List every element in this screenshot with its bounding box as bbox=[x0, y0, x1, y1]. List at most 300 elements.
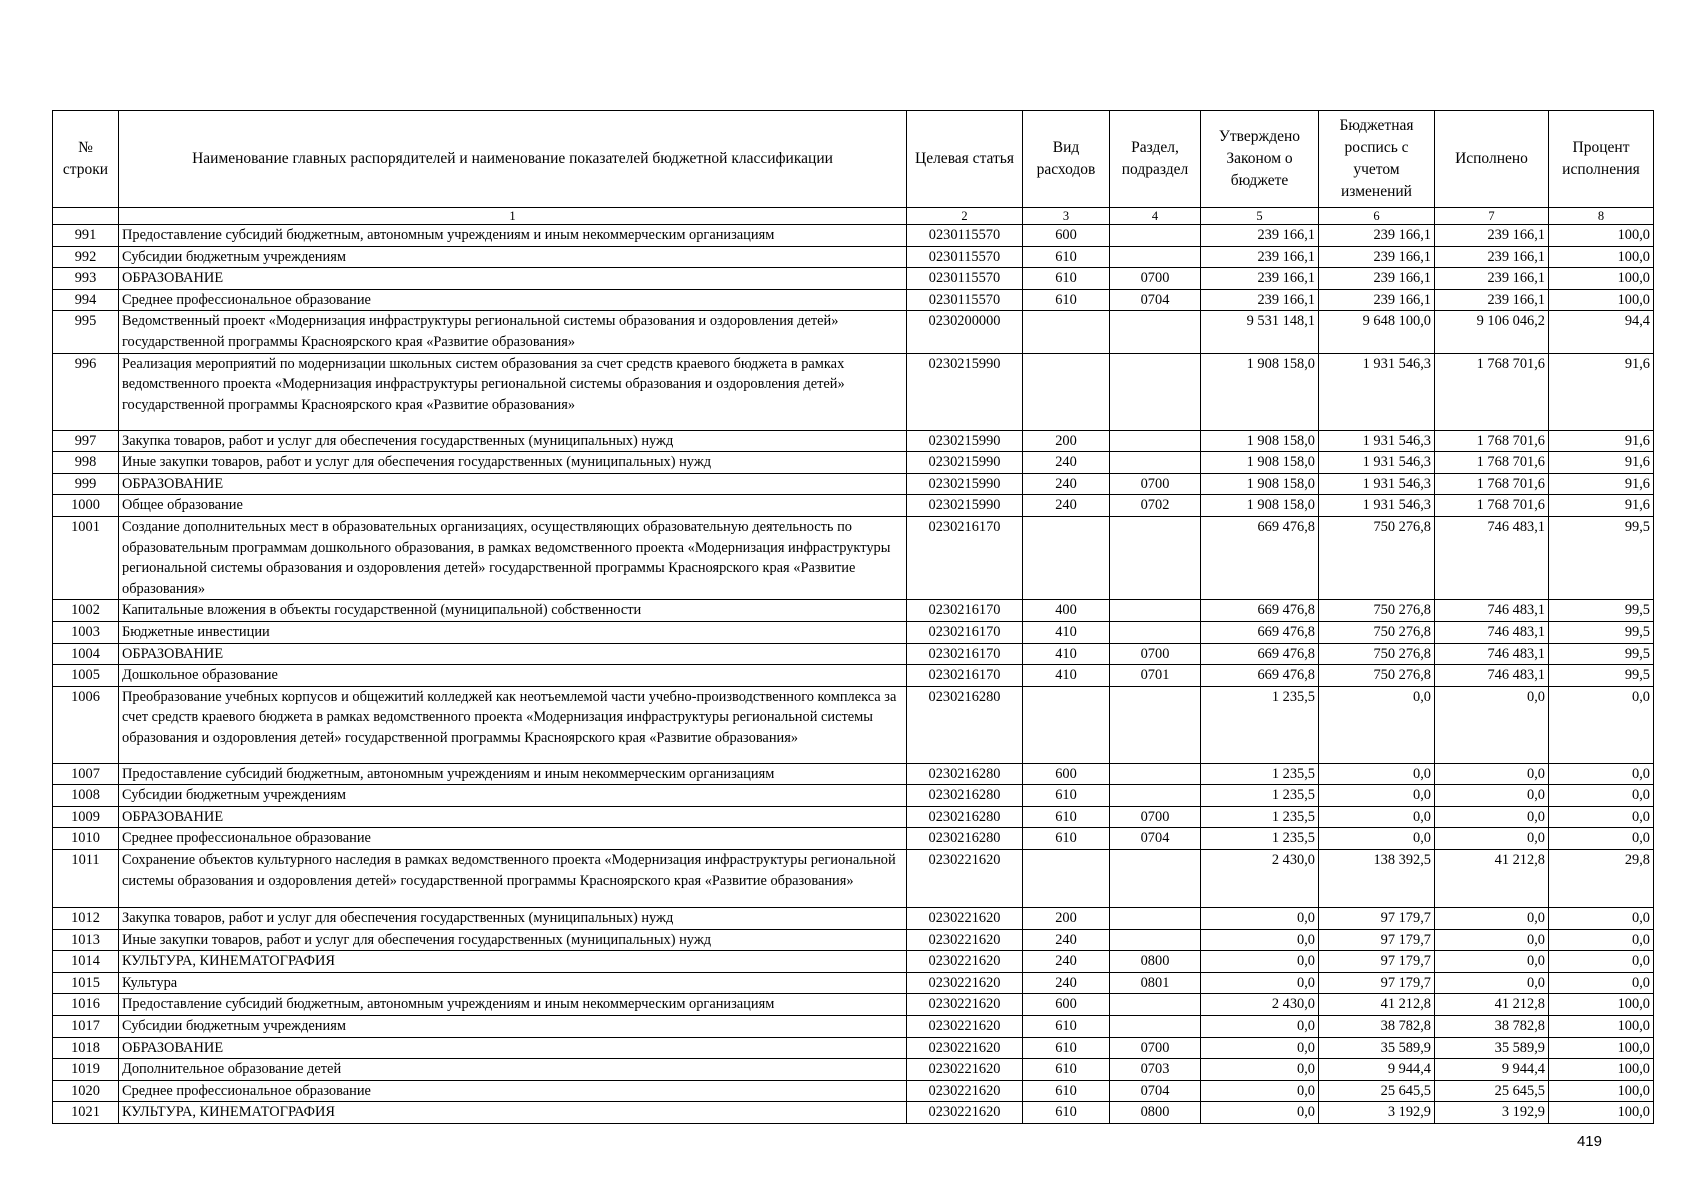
table-row bbox=[53, 311, 1654, 353]
item-name-cell: Сохранение объектов культурного наследия в рамках ведомственного проекта «Модернизация инфраструктуры региональной системы образования и оздоровления детей» государственной программы Красноярского края «Развитие образования» bbox=[119, 850, 907, 908]
approved-amount-cell: 0,0 bbox=[1201, 1016, 1319, 1038]
section-cell: 0701 bbox=[1110, 665, 1201, 687]
target-article-cell: 0230216170 bbox=[907, 600, 1023, 622]
executed-amount-cell: 0,0 bbox=[1435, 828, 1549, 850]
budget-amount-cell: 750 276,8 bbox=[1319, 643, 1435, 665]
target-article-cell: 0230216280 bbox=[907, 828, 1023, 850]
executed-amount-cell: 1 768 701,6 bbox=[1435, 473, 1549, 495]
executed-amount-cell: 3 192,9 bbox=[1435, 1102, 1549, 1124]
target-article-cell: 0230215990 bbox=[907, 452, 1023, 474]
row-number-cell: 993 bbox=[53, 268, 119, 290]
executed-amount-cell: 1 768 701,6 bbox=[1435, 495, 1549, 517]
percent-cell: 29,8 bbox=[1549, 850, 1654, 908]
row-number-cell: 1002 bbox=[53, 600, 119, 622]
expense-type-cell: 200 bbox=[1023, 430, 1110, 452]
item-name-cell: Капитальные вложения в объекты государственной (муниципальной) собственности bbox=[119, 600, 907, 622]
percent-cell: 91,6 bbox=[1549, 473, 1654, 495]
header-target-article: Целевая статья bbox=[907, 111, 1023, 208]
executed-amount-cell: 0,0 bbox=[1435, 951, 1549, 973]
percent-cell: 91,6 bbox=[1549, 452, 1654, 474]
column-number: 8 bbox=[1549, 208, 1654, 225]
executed-amount-cell: 9 106 046,2 bbox=[1435, 311, 1549, 353]
executed-amount-cell: 0,0 bbox=[1435, 908, 1549, 930]
section-cell bbox=[1110, 225, 1201, 247]
percent-cell: 91,6 bbox=[1549, 495, 1654, 517]
percent-cell: 0,0 bbox=[1549, 929, 1654, 951]
column-number: 1 bbox=[119, 208, 907, 225]
table-row bbox=[53, 1016, 1654, 1038]
percent-cell: 99,5 bbox=[1549, 621, 1654, 643]
target-article-cell: 0230200000 bbox=[907, 311, 1023, 353]
executed-amount-cell: 0,0 bbox=[1435, 763, 1549, 785]
table-row bbox=[53, 785, 1654, 807]
row-number-cell: 995 bbox=[53, 311, 119, 353]
item-name-cell: Реализация мероприятий по модернизации школьных систем образования за счет средств краевого бюджета в рамках ведомственного проекта «Модернизация инфраструктуры региональной системы образования и оздоровления детей» государственной программы Красноярского края «Развитие образования» bbox=[119, 353, 907, 430]
table-row bbox=[53, 452, 1654, 474]
percent-cell: 94,4 bbox=[1549, 311, 1654, 353]
budget-amount-cell: 239 166,1 bbox=[1319, 268, 1435, 290]
percent-cell: 100,0 bbox=[1549, 1080, 1654, 1102]
expense-type-cell: 240 bbox=[1023, 473, 1110, 495]
budget-amount-cell: 239 166,1 bbox=[1319, 289, 1435, 311]
item-name-cell: Общее образование bbox=[119, 495, 907, 517]
row-number-cell: 992 bbox=[53, 246, 119, 268]
row-number-cell: 1009 bbox=[53, 806, 119, 828]
column-number: 5 bbox=[1201, 208, 1319, 225]
executed-amount-cell: 0,0 bbox=[1435, 686, 1549, 763]
percent-cell: 0,0 bbox=[1549, 951, 1654, 973]
approved-amount-cell: 0,0 bbox=[1201, 1102, 1319, 1124]
table-row bbox=[53, 686, 1654, 763]
target-article-cell: 0230215990 bbox=[907, 430, 1023, 452]
section-cell: 0700 bbox=[1110, 643, 1201, 665]
item-name-cell: ОБРАЗОВАНИЕ bbox=[119, 268, 907, 290]
section-cell: 0704 bbox=[1110, 289, 1201, 311]
approved-amount-cell: 239 166,1 bbox=[1201, 246, 1319, 268]
target-article-cell: 0230215990 bbox=[907, 473, 1023, 495]
row-number-cell: 1007 bbox=[53, 763, 119, 785]
section-cell bbox=[1110, 621, 1201, 643]
table-row bbox=[53, 1080, 1654, 1102]
budget-amount-cell: 35 589,9 bbox=[1319, 1037, 1435, 1059]
row-number-cell: 999 bbox=[53, 473, 119, 495]
budget-amount-cell: 38 782,8 bbox=[1319, 1016, 1435, 1038]
section-cell bbox=[1110, 686, 1201, 763]
budget-amount-cell: 9 944,4 bbox=[1319, 1059, 1435, 1081]
budget-amount-cell: 1 931 546,3 bbox=[1319, 495, 1435, 517]
header-name: Наименование главных распорядителей и наименование показателей бюджетной классификации bbox=[119, 111, 907, 208]
target-article-cell: 0230221620 bbox=[907, 972, 1023, 994]
executed-amount-cell: 0,0 bbox=[1435, 972, 1549, 994]
row-number-cell: 1003 bbox=[53, 621, 119, 643]
percent-cell: 0,0 bbox=[1549, 785, 1654, 807]
expense-type-cell: 410 bbox=[1023, 643, 1110, 665]
table-row bbox=[53, 225, 1654, 247]
row-number-cell: 1010 bbox=[53, 828, 119, 850]
section-cell: 0704 bbox=[1110, 828, 1201, 850]
target-article-cell: 0230216280 bbox=[907, 806, 1023, 828]
expense-type-cell: 610 bbox=[1023, 1037, 1110, 1059]
expense-type-cell: 610 bbox=[1023, 289, 1110, 311]
item-name-cell: Иные закупки товаров, работ и услуг для обеспечения государственных (муниципальных) нужд bbox=[119, 929, 907, 951]
header-row-number: № строки bbox=[53, 111, 119, 208]
section-cell bbox=[1110, 908, 1201, 930]
percent-cell: 100,0 bbox=[1549, 268, 1654, 290]
section-cell bbox=[1110, 353, 1201, 430]
target-article-cell: 0230221620 bbox=[907, 1037, 1023, 1059]
section-cell: 0704 bbox=[1110, 1080, 1201, 1102]
executed-amount-cell: 35 589,9 bbox=[1435, 1037, 1549, 1059]
target-article-cell: 0230221620 bbox=[907, 1059, 1023, 1081]
item-name-cell: ОБРАЗОВАНИЕ bbox=[119, 473, 907, 495]
approved-amount-cell: 1 235,5 bbox=[1201, 686, 1319, 763]
target-article-cell: 0230216280 bbox=[907, 763, 1023, 785]
target-article-cell: 0230221620 bbox=[907, 994, 1023, 1016]
percent-cell: 0,0 bbox=[1549, 763, 1654, 785]
budget-amount-cell: 9 648 100,0 bbox=[1319, 311, 1435, 353]
percent-cell: 100,0 bbox=[1549, 289, 1654, 311]
item-name-cell: ОБРАЗОВАНИЕ bbox=[119, 806, 907, 828]
approved-amount-cell: 1 908 158,0 bbox=[1201, 452, 1319, 474]
expense-type-cell: 240 bbox=[1023, 495, 1110, 517]
row-number-cell: 1021 bbox=[53, 1102, 119, 1124]
percent-cell: 99,5 bbox=[1549, 600, 1654, 622]
target-article-cell: 0230216280 bbox=[907, 686, 1023, 763]
section-cell bbox=[1110, 430, 1201, 452]
table-row bbox=[53, 268, 1654, 290]
section-cell bbox=[1110, 1016, 1201, 1038]
item-name-cell: Дошкольное образование bbox=[119, 665, 907, 687]
item-name-cell: Субсидии бюджетным учреждениям bbox=[119, 1016, 907, 1038]
column-number-row bbox=[53, 208, 1654, 225]
budget-amount-cell: 0,0 bbox=[1319, 785, 1435, 807]
budget-amount-cell: 25 645,5 bbox=[1319, 1080, 1435, 1102]
row-number-cell: 1016 bbox=[53, 994, 119, 1016]
target-article-cell: 0230115570 bbox=[907, 225, 1023, 247]
approved-amount-cell: 669 476,8 bbox=[1201, 621, 1319, 643]
approved-amount-cell: 239 166,1 bbox=[1201, 225, 1319, 247]
expense-type-cell: 240 bbox=[1023, 972, 1110, 994]
row-number-cell: 997 bbox=[53, 430, 119, 452]
column-number: 2 bbox=[907, 208, 1023, 225]
budget-amount-cell: 1 931 546,3 bbox=[1319, 430, 1435, 452]
item-name-cell: Предоставление субсидий бюджетным, автономным учреждениям и иным некоммерческим организациям bbox=[119, 763, 907, 785]
row-number-cell: 1011 bbox=[53, 850, 119, 908]
expense-type-cell: 200 bbox=[1023, 908, 1110, 930]
expense-type-cell: 610 bbox=[1023, 806, 1110, 828]
section-cell: 0700 bbox=[1110, 806, 1201, 828]
approved-amount-cell: 1 235,5 bbox=[1201, 806, 1319, 828]
table-row bbox=[53, 1059, 1654, 1081]
approved-amount-cell: 1 908 158,0 bbox=[1201, 495, 1319, 517]
table-row bbox=[53, 806, 1654, 828]
approved-amount-cell: 0,0 bbox=[1201, 1080, 1319, 1102]
target-article-cell: 0230221620 bbox=[907, 951, 1023, 973]
executed-amount-cell: 0,0 bbox=[1435, 929, 1549, 951]
target-article-cell: 0230115570 bbox=[907, 268, 1023, 290]
budget-amount-cell: 239 166,1 bbox=[1319, 225, 1435, 247]
expense-type-cell bbox=[1023, 850, 1110, 908]
page-number: 419 bbox=[1576, 1133, 1602, 1150]
executed-amount-cell: 1 768 701,6 bbox=[1435, 353, 1549, 430]
table-row bbox=[53, 929, 1654, 951]
header-percent: Процент исполнения bbox=[1549, 111, 1654, 208]
percent-cell: 0,0 bbox=[1549, 972, 1654, 994]
approved-amount-cell: 669 476,8 bbox=[1201, 516, 1319, 599]
approved-amount-cell: 1 908 158,0 bbox=[1201, 430, 1319, 452]
header-approved: Утверждено Законом о бюджете bbox=[1201, 111, 1319, 208]
approved-amount-cell: 0,0 bbox=[1201, 1037, 1319, 1059]
table-row bbox=[53, 763, 1654, 785]
budget-amount-cell: 1 931 546,3 bbox=[1319, 473, 1435, 495]
table-row bbox=[53, 473, 1654, 495]
budget-amount-cell: 750 276,8 bbox=[1319, 516, 1435, 599]
target-article-cell: 0230221620 bbox=[907, 1016, 1023, 1038]
budget-amount-cell: 0,0 bbox=[1319, 686, 1435, 763]
expense-type-cell: 610 bbox=[1023, 1102, 1110, 1124]
executed-amount-cell: 9 944,4 bbox=[1435, 1059, 1549, 1081]
section-cell bbox=[1110, 994, 1201, 1016]
header-expense-type: Вид расходов bbox=[1023, 111, 1110, 208]
budget-amount-cell: 1 931 546,3 bbox=[1319, 353, 1435, 430]
expense-type-cell: 410 bbox=[1023, 621, 1110, 643]
expense-type-cell bbox=[1023, 353, 1110, 430]
row-number-cell: 998 bbox=[53, 452, 119, 474]
executed-amount-cell: 41 212,8 bbox=[1435, 850, 1549, 908]
row-number-cell: 994 bbox=[53, 289, 119, 311]
approved-amount-cell: 0,0 bbox=[1201, 929, 1319, 951]
header-budget-schedule: Бюджетная роспись с учетом изменений bbox=[1319, 111, 1435, 208]
executed-amount-cell: 746 483,1 bbox=[1435, 665, 1549, 687]
section-cell bbox=[1110, 763, 1201, 785]
percent-cell: 0,0 bbox=[1549, 908, 1654, 930]
row-number-cell: 1001 bbox=[53, 516, 119, 599]
executed-amount-cell: 41 212,8 bbox=[1435, 994, 1549, 1016]
item-name-cell: Среднее профессиональное образование bbox=[119, 828, 907, 850]
percent-cell: 0,0 bbox=[1549, 686, 1654, 763]
approved-amount-cell: 0,0 bbox=[1201, 908, 1319, 930]
expense-type-cell: 240 bbox=[1023, 951, 1110, 973]
section-cell: 0700 bbox=[1110, 1037, 1201, 1059]
executed-amount-cell: 746 483,1 bbox=[1435, 621, 1549, 643]
expense-type-cell: 610 bbox=[1023, 268, 1110, 290]
section-cell bbox=[1110, 929, 1201, 951]
item-name-cell: Среднее профессиональное образование bbox=[119, 289, 907, 311]
row-number-cell: 1000 bbox=[53, 495, 119, 517]
section-cell: 0800 bbox=[1110, 1102, 1201, 1124]
row-number-cell: 1004 bbox=[53, 643, 119, 665]
expense-type-cell: 610 bbox=[1023, 1059, 1110, 1081]
percent-cell: 100,0 bbox=[1549, 246, 1654, 268]
table-row bbox=[53, 1102, 1654, 1124]
item-name-cell: Бюджетные инвестиции bbox=[119, 621, 907, 643]
item-name-cell: Субсидии бюджетным учреждениям bbox=[119, 785, 907, 807]
budget-amount-cell: 97 179,7 bbox=[1319, 972, 1435, 994]
budget-execution-sheet bbox=[52, 110, 1653, 1124]
percent-cell: 99,5 bbox=[1549, 665, 1654, 687]
section-cell: 0800 bbox=[1110, 951, 1201, 973]
approved-amount-cell: 2 430,0 bbox=[1201, 850, 1319, 908]
row-number-cell: 1015 bbox=[53, 972, 119, 994]
row-number-cell: 996 bbox=[53, 353, 119, 430]
row-number-cell: 1019 bbox=[53, 1059, 119, 1081]
row-number-cell: 1006 bbox=[53, 686, 119, 763]
target-article-cell: 0230215990 bbox=[907, 495, 1023, 517]
row-number-cell: 991 bbox=[53, 225, 119, 247]
row-number-cell: 1018 bbox=[53, 1037, 119, 1059]
expense-type-cell bbox=[1023, 686, 1110, 763]
item-name-cell: Среднее профессиональное образование bbox=[119, 1080, 907, 1102]
row-number-cell: 1013 bbox=[53, 929, 119, 951]
target-article-cell: 0230221620 bbox=[907, 1080, 1023, 1102]
row-number-cell: 1014 bbox=[53, 951, 119, 973]
table-row bbox=[53, 850, 1654, 908]
header-section: Раздел, подраздел bbox=[1110, 111, 1201, 208]
header-row bbox=[53, 111, 1654, 208]
section-cell: 0703 bbox=[1110, 1059, 1201, 1081]
percent-cell: 0,0 bbox=[1549, 806, 1654, 828]
item-name-cell: Субсидии бюджетным учреждениям bbox=[119, 246, 907, 268]
target-article-cell: 0230115570 bbox=[907, 289, 1023, 311]
percent-cell: 100,0 bbox=[1549, 225, 1654, 247]
budget-amount-cell: 239 166,1 bbox=[1319, 246, 1435, 268]
target-article-cell: 0230221620 bbox=[907, 850, 1023, 908]
expense-type-cell: 600 bbox=[1023, 994, 1110, 1016]
approved-amount-cell: 9 531 148,1 bbox=[1201, 311, 1319, 353]
table-row bbox=[53, 908, 1654, 930]
budget-amount-cell: 750 276,8 bbox=[1319, 600, 1435, 622]
budget-amount-cell: 41 212,8 bbox=[1319, 994, 1435, 1016]
table-row bbox=[53, 643, 1654, 665]
executed-amount-cell: 239 166,1 bbox=[1435, 225, 1549, 247]
table-body bbox=[53, 225, 1654, 1124]
item-name-cell: Дополнительное образование детей bbox=[119, 1059, 907, 1081]
expense-type-cell: 610 bbox=[1023, 1080, 1110, 1102]
budget-amount-cell: 138 392,5 bbox=[1319, 850, 1435, 908]
executed-amount-cell: 0,0 bbox=[1435, 785, 1549, 807]
budget-amount-cell: 1 931 546,3 bbox=[1319, 452, 1435, 474]
approved-amount-cell: 1 235,5 bbox=[1201, 763, 1319, 785]
budget-amount-cell: 750 276,8 bbox=[1319, 665, 1435, 687]
approved-amount-cell: 0,0 bbox=[1201, 951, 1319, 973]
target-article-cell: 0230216170 bbox=[907, 621, 1023, 643]
executed-amount-cell: 25 645,5 bbox=[1435, 1080, 1549, 1102]
percent-cell: 99,5 bbox=[1549, 516, 1654, 599]
table-row bbox=[53, 994, 1654, 1016]
item-name-cell: Культура bbox=[119, 972, 907, 994]
target-article-cell: 0230221620 bbox=[907, 929, 1023, 951]
table-row bbox=[53, 1037, 1654, 1059]
executed-amount-cell: 746 483,1 bbox=[1435, 643, 1549, 665]
item-name-cell: Преобразование учебных корпусов и общежитий колледжей как неотъемлемой части учебно-производственного комплекса за счет средств краевого бюджета в рамках ведомственного проекта «Модернизация инфраструктуры региональной системы образования и оздоровления детей» государственной программы Красноярского края «Развитие образования» bbox=[119, 686, 907, 763]
item-name-cell: ОБРАЗОВАНИЕ bbox=[119, 1037, 907, 1059]
section-cell bbox=[1110, 600, 1201, 622]
executed-amount-cell: 0,0 bbox=[1435, 806, 1549, 828]
column-number-blank bbox=[53, 208, 119, 225]
executed-amount-cell: 239 166,1 bbox=[1435, 268, 1549, 290]
expense-type-cell: 610 bbox=[1023, 828, 1110, 850]
target-article-cell: 0230221620 bbox=[907, 908, 1023, 930]
row-number-cell: 1012 bbox=[53, 908, 119, 930]
table-row bbox=[53, 516, 1654, 599]
row-number-cell: 1020 bbox=[53, 1080, 119, 1102]
expense-type-cell: 240 bbox=[1023, 929, 1110, 951]
executed-amount-cell: 1 768 701,6 bbox=[1435, 430, 1549, 452]
expense-type-cell: 610 bbox=[1023, 785, 1110, 807]
percent-cell: 0,0 bbox=[1549, 828, 1654, 850]
budget-table bbox=[52, 110, 1654, 1124]
column-number: 7 bbox=[1435, 208, 1549, 225]
percent-cell: 91,6 bbox=[1549, 353, 1654, 430]
percent-cell: 100,0 bbox=[1549, 1016, 1654, 1038]
item-name-cell: Предоставление субсидий бюджетным, автономным учреждениям и иным некоммерческим организациям bbox=[119, 225, 907, 247]
approved-amount-cell: 669 476,8 bbox=[1201, 600, 1319, 622]
row-number-cell: 1005 bbox=[53, 665, 119, 687]
percent-cell: 100,0 bbox=[1549, 1059, 1654, 1081]
item-name-cell: Иные закупки товаров, работ и услуг для обеспечения государственных (муниципальных) нужд bbox=[119, 452, 907, 474]
target-article-cell: 0230221620 bbox=[907, 1102, 1023, 1124]
table-row bbox=[53, 289, 1654, 311]
approved-amount-cell: 2 430,0 bbox=[1201, 994, 1319, 1016]
approved-amount-cell: 0,0 bbox=[1201, 972, 1319, 994]
budget-amount-cell: 3 192,9 bbox=[1319, 1102, 1435, 1124]
item-name-cell: Создание дополнительных мест в образовательных организациях, осуществляющих образовательную деятельность по образовательным программам дошкольного образования, в рамках ведомственного проекта «Модернизация инфраструктуры региональной системы образования и оздоровления детей» государственной программы Красноярского края «Развитие образования» bbox=[119, 516, 907, 599]
table-row bbox=[53, 353, 1654, 430]
target-article-cell: 0230216280 bbox=[907, 785, 1023, 807]
expense-type-cell: 610 bbox=[1023, 1016, 1110, 1038]
section-cell bbox=[1110, 850, 1201, 908]
section-cell bbox=[1110, 516, 1201, 599]
executed-amount-cell: 38 782,8 bbox=[1435, 1016, 1549, 1038]
expense-type-cell bbox=[1023, 311, 1110, 353]
item-name-cell: Закупка товаров, работ и услуг для обеспечения государственных (муниципальных) нужд bbox=[119, 908, 907, 930]
percent-cell: 91,6 bbox=[1549, 430, 1654, 452]
approved-amount-cell: 1 235,5 bbox=[1201, 828, 1319, 850]
budget-amount-cell: 0,0 bbox=[1319, 828, 1435, 850]
budget-amount-cell: 97 179,7 bbox=[1319, 908, 1435, 930]
approved-amount-cell: 1 235,5 bbox=[1201, 785, 1319, 807]
section-cell: 0801 bbox=[1110, 972, 1201, 994]
table-row bbox=[53, 951, 1654, 973]
table-row bbox=[53, 430, 1654, 452]
target-article-cell: 0230115570 bbox=[907, 246, 1023, 268]
table-row bbox=[53, 972, 1654, 994]
section-cell: 0700 bbox=[1110, 268, 1201, 290]
executed-amount-cell: 746 483,1 bbox=[1435, 516, 1549, 599]
item-name-cell: Предоставление субсидий бюджетным, автономным учреждениям и иным некоммерческим организациям bbox=[119, 994, 907, 1016]
item-name-cell: КУЛЬТУРА, КИНЕМАТОГРАФИЯ bbox=[119, 951, 907, 973]
approved-amount-cell: 239 166,1 bbox=[1201, 289, 1319, 311]
section-cell: 0702 bbox=[1110, 495, 1201, 517]
item-name-cell: Ведомственный проект «Модернизация инфраструктуры региональной системы образования и оздоровления детей» государственной программы Красноярского края «Развитие образования» bbox=[119, 311, 907, 353]
column-number: 6 bbox=[1319, 208, 1435, 225]
item-name-cell: ОБРАЗОВАНИЕ bbox=[119, 643, 907, 665]
approved-amount-cell: 1 908 158,0 bbox=[1201, 353, 1319, 430]
target-article-cell: 0230216170 bbox=[907, 665, 1023, 687]
table-row bbox=[53, 600, 1654, 622]
item-name-cell: КУЛЬТУРА, КИНЕМАТОГРАФИЯ bbox=[119, 1102, 907, 1124]
expense-type-cell: 610 bbox=[1023, 246, 1110, 268]
table-row bbox=[53, 828, 1654, 850]
section-cell bbox=[1110, 311, 1201, 353]
percent-cell: 100,0 bbox=[1549, 1102, 1654, 1124]
expense-type-cell: 240 bbox=[1023, 452, 1110, 474]
expense-type-cell: 400 bbox=[1023, 600, 1110, 622]
approved-amount-cell: 1 908 158,0 bbox=[1201, 473, 1319, 495]
table-row bbox=[53, 495, 1654, 517]
table-row bbox=[53, 665, 1654, 687]
approved-amount-cell: 669 476,8 bbox=[1201, 643, 1319, 665]
